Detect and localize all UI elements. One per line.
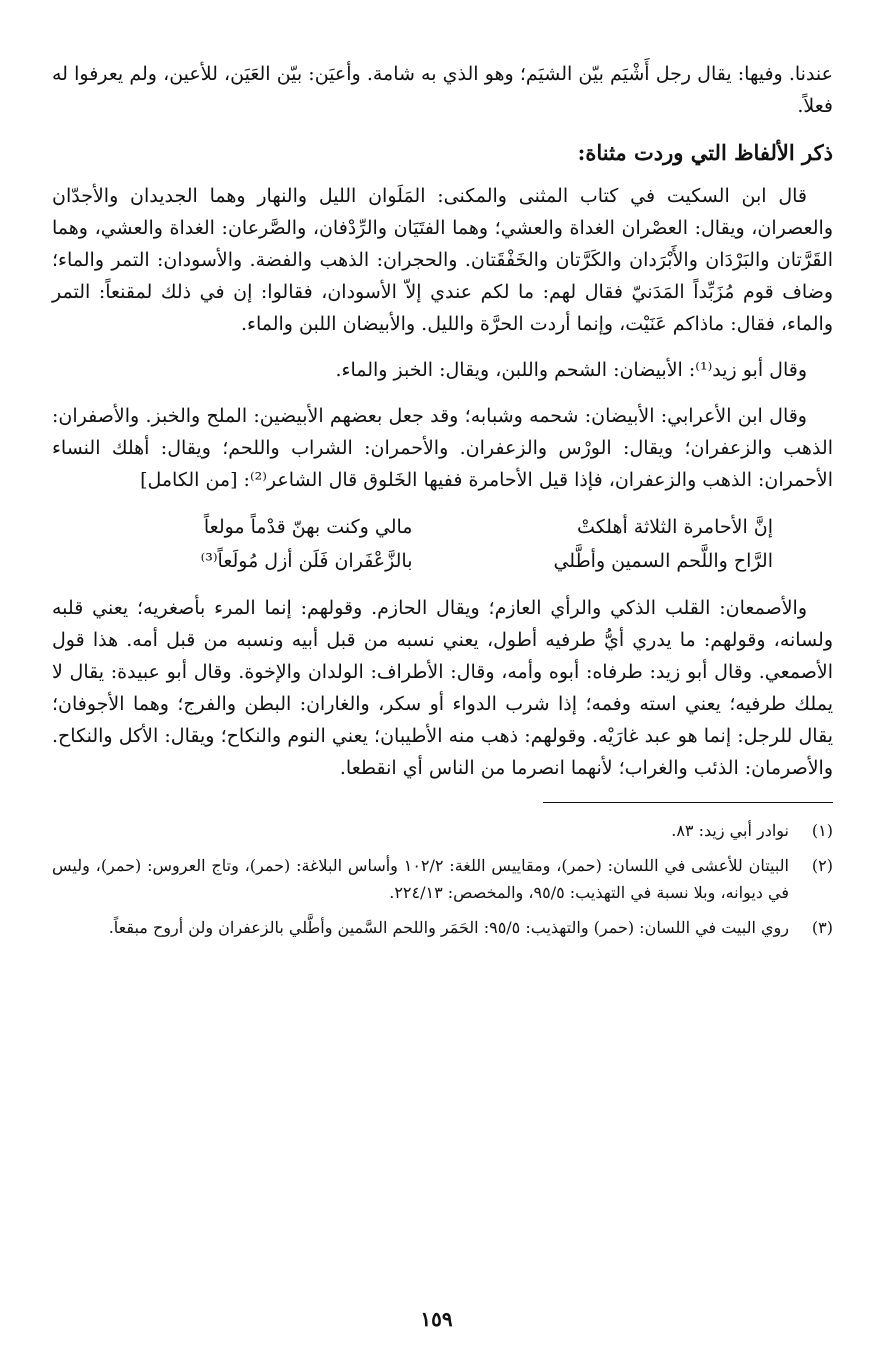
paragraph-asmaan: والأصمعان: القلب الذكي والرأي العازم؛ ويقال الحازم. وقولهم: إنما المرء بأصغريه؛ يعني قلبه ولسانه، وقولهم: ما يدري أيُّ طرفيه أطول، يعني نسبه من قبل أبيه ونسبه من قبل أمه. هذا قول الأصمعي. وقال أبو زيد: طرفاه: أبوه وأمه، وقال: الأطراف: الولدان والإخوة. وقال أبو عبيدة: يقال لا يملك طرفيه؛ يعني استه وفمه؛ إذا شرب الدواء أو سكر، والغاران: البطن والفرج؛ وهما الأجوفان؛ يقال للرجل: إنما هو عبد غارَيْه. وقولهم: ذهب منه الأطيبان؛ يعني النوم والنكاح؛ ويقال: الأكل والنكاح. والأصرمان: الذئب والغراب؛ لأنهما انصرما من الناس أي انقطعا. <box>52 597 833 779</box>
footnote-3-text: روي البيت في اللسان: (حمر) والتهذيب: ٩٥/٥: الحَمَر واللحم السَّمين وأطَّلي بالزعفران ولن أروح مبقعاً. <box>108 918 789 937</box>
paragraph-ibn-sikkit: قال ابن السكيت في كتاب المثنى والمكنى: المَلَوان الليل والنهار وهما الجديدان والأجدّان والعصران، ويقال: العصْران الغداة والعشي؛ وهما الفتَيَان والرِّدْفان، والصَّرعان: الغداة والعشي، وهما القَرَّتان والبَرْدَان والأَبْرَدان والكَرَّتان والخَفْقَتان. والحجران: الذهب والفضة. والأسودان: التمر والماء؛ وضاف قوم مُزَبِّداً المَدَنيّ فقال لهم: ما لكم عندي إلاّ الأسودان، فقالوا: إن في ذلك لمقنعاً: التمر والماء، فقال: ماذاكم عَنَيْت، وإنما أردت الحرَّة والليل. والأبيضان اللبن والماء. <box>52 185 833 335</box>
book-page <box>52 58 833 1351</box>
verse-1-first-hemistich: إنَّ الأحامرة الثلاثة أهلكتْ <box>577 516 773 538</box>
poem-verses <box>112 510 773 578</box>
section-heading: ذكر الألفاظ التي وردت مثناة: <box>577 140 833 165</box>
verse-1-second-hemistich: مالي وكنت بهنّ قدْماً مولعاً <box>203 516 413 538</box>
verse-2-second-hemistich: بالزَّعْفَران فَلَن أزل مُولَعاً⁽³⁾ <box>200 550 413 572</box>
footnote-1 <box>52 817 833 844</box>
page-number: ١٥٩ <box>420 1307 453 1331</box>
footnote-1-number: (١) <box>811 821 833 840</box>
footnote-2 <box>52 852 833 906</box>
footnote-1-text: نوادر أبي زيد: ٨٣. <box>671 821 789 840</box>
paragraph-abu-zayd: وقال أبو زيد⁽¹⁾: الأبيضان: الشحم واللبن، ويقال: الخبز والماء. <box>335 359 807 381</box>
paragraph-intro: عندنا. وفيها: يقال رجل أَشْيَم بيّن الشيَم؛ وهو الذي به شامة. وأعيَن: بيّن العَيَن، للأعين، ولم يعرفوا له فعلاً. <box>52 63 833 117</box>
footnote-3 <box>52 914 833 941</box>
paragraph-ibn-arabi: وقال ابن الأعرابي: الأبيضان: شحمه وشبابه؛ وقد جعل بعضهم الأبيضين: الملح والخبز. والأصفران: الذهب والزعفران؛ ويقال: الورْس والزعفران. والأحمران: الشراب واللحم؛ ويقال: أهلك النساء الأحمران: الذهب والزعفران، فإذا قيل الأحامرة ففيها الخَلوق قال الشاعر⁽²⁾: [من الكامل] <box>52 405 833 491</box>
verse-2-first-hemistich: الرَّاح واللَّحم السمين وأطَّلي <box>553 550 773 572</box>
footnote-3-number: (٣) <box>811 918 833 937</box>
footnote-2-number: (٢) <box>811 856 833 875</box>
footnote-2-text: البيتان للأعشى في اللسان: (حمر)، ومقاييس اللغة: ١٠٢/٢ وأساس البلاغة: (حمر)، وتاج العروس: (حمر)، وليس في ديوانه، وبلا نسبة في التهذيب: ٩٥/٥، والمخصص: ٢٢٤/١٣. <box>52 856 789 902</box>
footnote-divider <box>543 802 833 803</box>
